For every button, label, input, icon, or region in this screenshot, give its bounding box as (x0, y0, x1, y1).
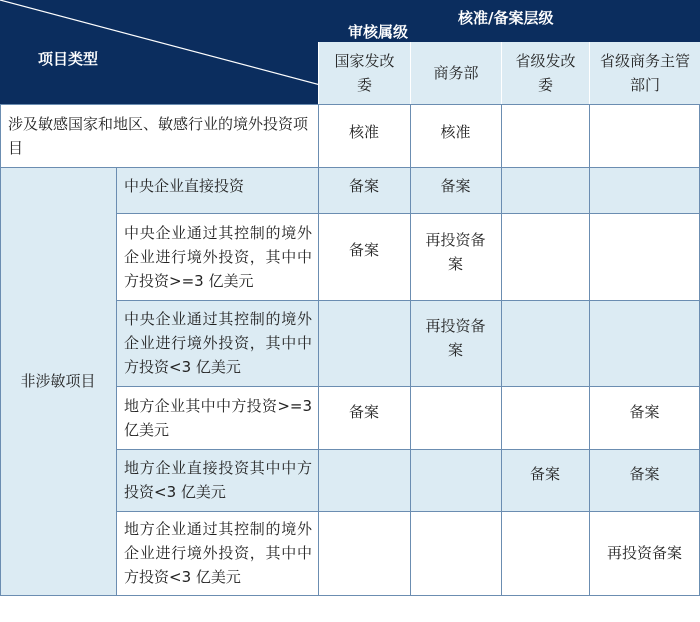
table-row-desc: 地方企业其中中方投资>=3 亿美元 (116, 386, 318, 449)
sensitive-project-label: 涉及敏感国家和地区、敏感行业的境外投资项目 (0, 104, 318, 167)
grid-line (589, 104, 590, 595)
table-row-desc: 地方企业通过其控制的境外企业进行境外投资，其中中方投资<3 亿美元 (116, 511, 318, 595)
col-header-mofcom: 商务部 (410, 42, 501, 104)
grid-line (0, 104, 1, 595)
table-cell: 备案 (318, 386, 410, 449)
col-header-provincial-commerce: 省级商务主管部门 (589, 42, 700, 104)
table-cell (501, 167, 589, 213)
sensitive-cell-ndrc: 核准 (318, 104, 410, 167)
table-cell (501, 213, 589, 300)
table-cell (410, 449, 501, 511)
table-cell: 再投资备案 (410, 300, 501, 386)
grid-line (116, 300, 700, 301)
col-header-provincial-drc: 省级发改委 (501, 42, 589, 104)
review-level-header (318, 0, 700, 42)
table-cell: 备案 (501, 449, 589, 511)
table-cell: 备案 (589, 386, 700, 449)
nonsensitive-group-label: 非涉敏项目 (0, 167, 116, 595)
grid-line (116, 213, 700, 214)
table-cell: 再投资备案 (589, 511, 700, 595)
grid-line (0, 595, 700, 596)
grid-line (0, 167, 700, 168)
table-cell (589, 300, 700, 386)
grid-line (116, 386, 700, 387)
grid-line (116, 167, 117, 595)
table-row-desc: 中央企业通过其控制的境外企业进行境外投资，其中中方投资<3 亿美元 (116, 300, 318, 386)
table-cell (589, 167, 700, 213)
table-cell (501, 386, 589, 449)
grid-line (116, 449, 700, 450)
grid-line (410, 104, 411, 595)
grid-line (318, 104, 319, 595)
table-cell (318, 511, 410, 595)
table-row-desc: 地方企业直接投资其中中方投资<3 亿美元 (116, 449, 318, 511)
approval-level-label: 核准/备案层级 (458, 9, 554, 27)
sensitive-cell-provincial-drc (501, 104, 589, 167)
grid-line (501, 104, 502, 595)
table-cell: 再投资备案 (410, 213, 501, 300)
col-header-ndrc: 国家发改委 (318, 42, 410, 104)
header-corner (0, 0, 318, 104)
table-cell (410, 511, 501, 595)
table-cell: 备案 (318, 167, 410, 213)
table-cell (318, 300, 410, 386)
review-level-label: 审核属级 (348, 23, 409, 41)
table-row-desc: 中央企业直接投资 (116, 167, 318, 213)
table-cell: 备案 (318, 213, 410, 300)
table-cell: 备案 (410, 167, 501, 213)
sensitive-cell-mofcom: 核准 (410, 104, 501, 167)
table-cell (501, 511, 589, 595)
table-row-desc: 中央企业通过其控制的境外企业进行境外投资，其中中方投资>=3 亿美元 (116, 213, 318, 300)
project-type-header: 项目类型 (38, 50, 99, 68)
table-cell (410, 386, 501, 449)
sensitive-cell-provincial-commerce (589, 104, 700, 167)
grid-line (0, 104, 700, 105)
table-cell (318, 449, 410, 511)
table-cell: 备案 (589, 449, 700, 511)
table-cell (501, 300, 589, 386)
grid-line (116, 511, 700, 512)
table-cell (589, 213, 700, 300)
